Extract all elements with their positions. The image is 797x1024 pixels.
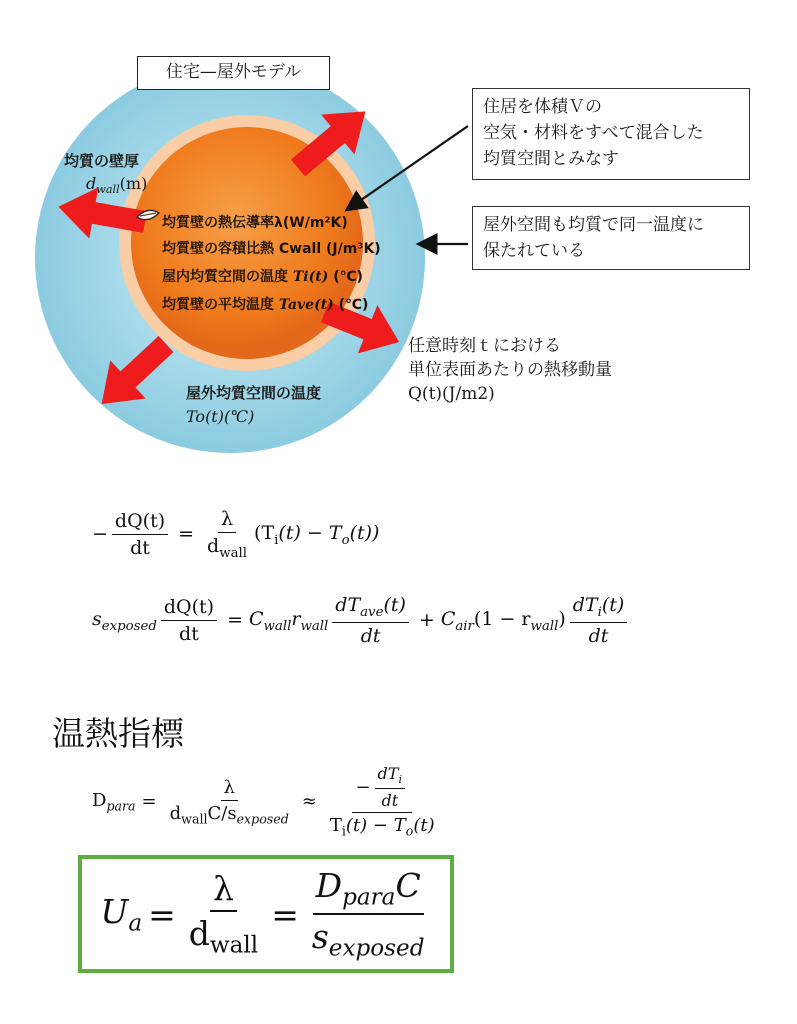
heat-flow-line3: Q(t)(J/m2) xyxy=(408,384,495,404)
eq2-lhs-num: dQ(t) xyxy=(161,596,217,621)
equation-dpara xyxy=(92,764,442,839)
eq1-minus: − xyxy=(92,523,108,546)
equation-energy-balance xyxy=(92,594,631,647)
eq2-plus: + xyxy=(418,609,435,632)
result-equals: = xyxy=(148,894,176,934)
note-outdoor-uniform xyxy=(472,206,750,270)
note1-line1: 住居を体積Ｖの xyxy=(483,97,602,117)
result-fraction-2: $\frac{D_{para}C}{s_{exposed}}$ xyxy=(311,866,425,962)
eq2-cwall-rwall: $C_{wall}r_{wall}$ xyxy=(248,607,329,634)
eq2-fraction-tave: $\frac{dT_{ave}(t)}{dt}$ xyxy=(332,594,409,647)
house-outdoor-model-diagram xyxy=(0,0,797,470)
note1-line3: 均質空間とみなす xyxy=(483,149,619,169)
model-title: 住宅—屋外モデル xyxy=(137,56,330,90)
eq1-rhs-fraction xyxy=(204,508,250,561)
eq2-cair-term: $C_{air}(1 - r_{wall})$ xyxy=(440,607,566,634)
index-fraction-1: $\frac{\lambda}{d_{wall}C/s_{exposed}}$ xyxy=(169,776,289,827)
equation-heat-flux xyxy=(92,508,379,561)
indoor-temperature: 屋内均質空間の温度 Ti(t) (℃) xyxy=(162,269,363,285)
eq1-lhs-den: dt xyxy=(130,536,150,559)
result-equals-2: = xyxy=(271,894,299,934)
eq2-lhs-fraction xyxy=(161,596,217,645)
index-equals: = xyxy=(141,790,157,812)
eq1-rhs-num: λ xyxy=(218,508,236,533)
eq1-lhs-fraction xyxy=(112,510,168,559)
result-fraction-1: $\frac{\lambda}{d_{wall}}$ xyxy=(188,869,259,959)
note2-line2: 保たれている xyxy=(483,241,585,261)
note1-line2: 空気・材料をすべて混合した xyxy=(483,123,704,143)
wall-thickness-label: 均質の壁厚 xyxy=(64,152,140,170)
heat-flow-line2: 単位表面あたりの熱移動量 xyxy=(408,360,612,380)
equation-ua xyxy=(101,866,432,961)
inner-line-conductivity: 均質壁の熱伝導率λ(W/m²K) xyxy=(162,215,348,231)
eq2-s-exposed: $s_{exposed}$ xyxy=(92,607,157,634)
index-lhs: $D_{para}$ xyxy=(92,789,136,814)
heat-flow-line1: 任意時刻ｔにおける xyxy=(408,336,561,356)
outdoor-temperature-label: 屋外均質空間の温度 xyxy=(186,384,322,402)
inner-line-specific-heat: 均質壁の容積比熱 Cwall (J/m³K) xyxy=(162,241,381,257)
wall-thickness-symbol: $d_{wall}(m)$ xyxy=(86,174,148,197)
outdoor-temperature-symbol: To(t)(℃) xyxy=(186,407,255,426)
eq1-temperature-difference: $(T_i(t) - T_o(t))$ xyxy=(254,521,380,548)
heat-flow-label xyxy=(408,334,612,406)
eq1-equals: = xyxy=(178,523,195,546)
note2-line1: 屋外空間も均質で同一温度に xyxy=(483,215,704,235)
index-fraction-2: − $\frac{dT_i}{dt}$ $T_i(t) - T_o(t)$ xyxy=(329,764,435,839)
eq2-equals: = xyxy=(227,609,243,632)
eq2-lhs-den: dt xyxy=(179,622,199,645)
wall-average-temperature: 均質壁の平均温度 Tave(t) (℃) xyxy=(162,297,369,313)
result-equation-box xyxy=(78,855,454,973)
eq2-fraction-ti: $\frac{dT_i(t)}{dt}$ xyxy=(570,594,628,647)
eq1-rhs-den: $d_{wall}$ xyxy=(207,535,248,561)
result-lhs: $U_a$ xyxy=(100,891,143,937)
index-approx: ≈ xyxy=(301,790,317,812)
eq1-lhs-num: dQ(t) xyxy=(112,510,168,535)
section-title: 温熱指標 xyxy=(52,714,184,753)
note-homogeneous-dwelling xyxy=(472,88,750,180)
